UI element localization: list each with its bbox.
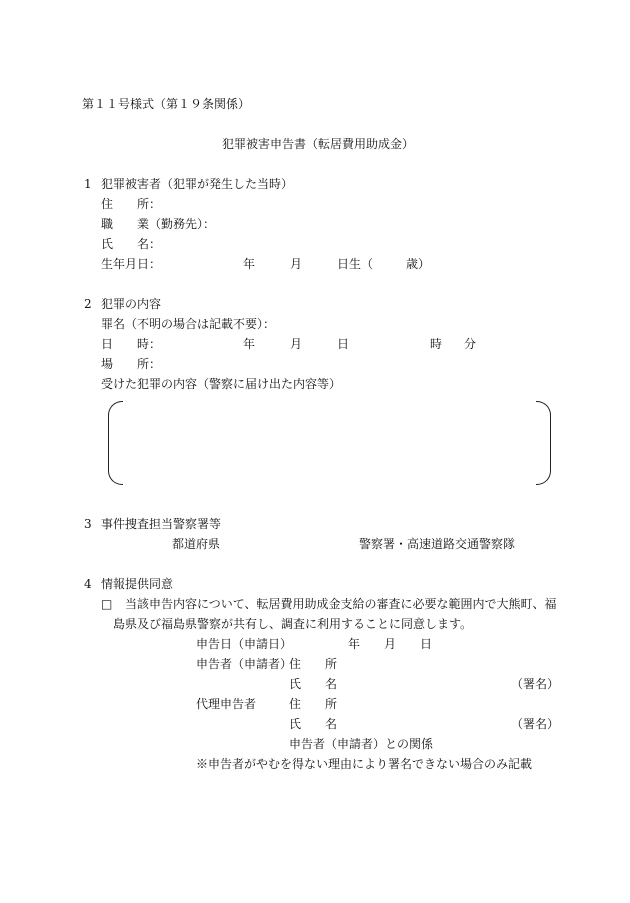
- agent-label: 代理申告者: [196, 697, 257, 711]
- page-title: 犯罪被害申告書（転居費用助成金）: [222, 137, 415, 151]
- crime-name-label: 罪名（不明の場合は記載不要）：: [101, 317, 276, 331]
- crime-year: 年: [243, 337, 256, 351]
- dob-month: 月: [290, 257, 303, 271]
- dob-year: 年: [243, 257, 256, 271]
- declaration-day: 日: [420, 637, 433, 651]
- section2-heading: 犯罪の内容: [101, 297, 162, 311]
- dob-day-born: 日生（: [337, 257, 374, 271]
- section3-heading: 事件捜査担当警察署等: [101, 517, 222, 531]
- victim-occupation-label: 職 業（勤務先）：: [101, 217, 216, 231]
- crime-day: 日: [337, 337, 350, 351]
- section3-number: 3: [84, 517, 92, 531]
- declarant-label: 申告者（申請者）: [196, 657, 293, 671]
- section4-heading: 情報提供同意: [101, 577, 174, 591]
- section4-number: 4: [84, 577, 92, 591]
- declaration-month: 月: [384, 637, 397, 651]
- declarant-signature: （署名）: [511, 677, 560, 691]
- crime-datetime-label: 日 時：: [101, 337, 162, 351]
- crime-place-label: 場 所：: [101, 357, 162, 371]
- consent-text-line1: 当該申告内容について、転居費用助成金支給の審査に必要な範囲内で大熊町、福: [125, 597, 557, 611]
- signature-note: ※申告者がやむを得ない理由により署名できない場合のみ記載: [196, 757, 533, 771]
- crime-hour: 時: [430, 337, 443, 351]
- section1-heading: 犯罪被害者（犯罪が発生した当時）: [101, 177, 294, 191]
- police-station-label: 警察署・高速道路交通警察隊: [359, 537, 516, 551]
- detail-bracket-right: [536, 401, 551, 485]
- relation-label: 申告者（申請者）との関係: [289, 737, 434, 751]
- declarant-name-label: 氏 名: [289, 677, 338, 691]
- prefecture-label: 都道府県: [172, 537, 221, 551]
- agent-signature: （署名）: [511, 717, 560, 731]
- consent-checkbox[interactable]: □: [101, 597, 113, 611]
- section2-number: 2: [84, 297, 92, 311]
- agent-address-label: 住 所: [289, 697, 338, 711]
- crime-minute: 分: [464, 337, 477, 351]
- detail-bracket-left: [108, 401, 123, 485]
- section1-number: 1: [84, 177, 92, 191]
- form-number: 第１１号様式（第１９条関係）: [82, 97, 251, 111]
- victim-name-label: 氏 名：: [101, 237, 162, 251]
- agent-name-label: 氏 名: [289, 717, 338, 731]
- declaration-year: 年: [348, 637, 361, 651]
- crime-detail-label: 受けた犯罪の内容（警察に届け出た内容等）: [101, 377, 342, 391]
- victim-address-label: 住 所：: [101, 197, 162, 211]
- consent-text-line2: 島県及び福島県警察が共有し、調査に利用することに同意します。: [113, 617, 473, 631]
- victim-dob-label: 生年月日：: [101, 257, 162, 271]
- crime-month: 月: [290, 337, 303, 351]
- dob-age: 歳）: [406, 257, 431, 271]
- declaration-date-label: 申告日（申請日）: [196, 637, 293, 651]
- declarant-address-label: 住 所: [289, 657, 338, 671]
